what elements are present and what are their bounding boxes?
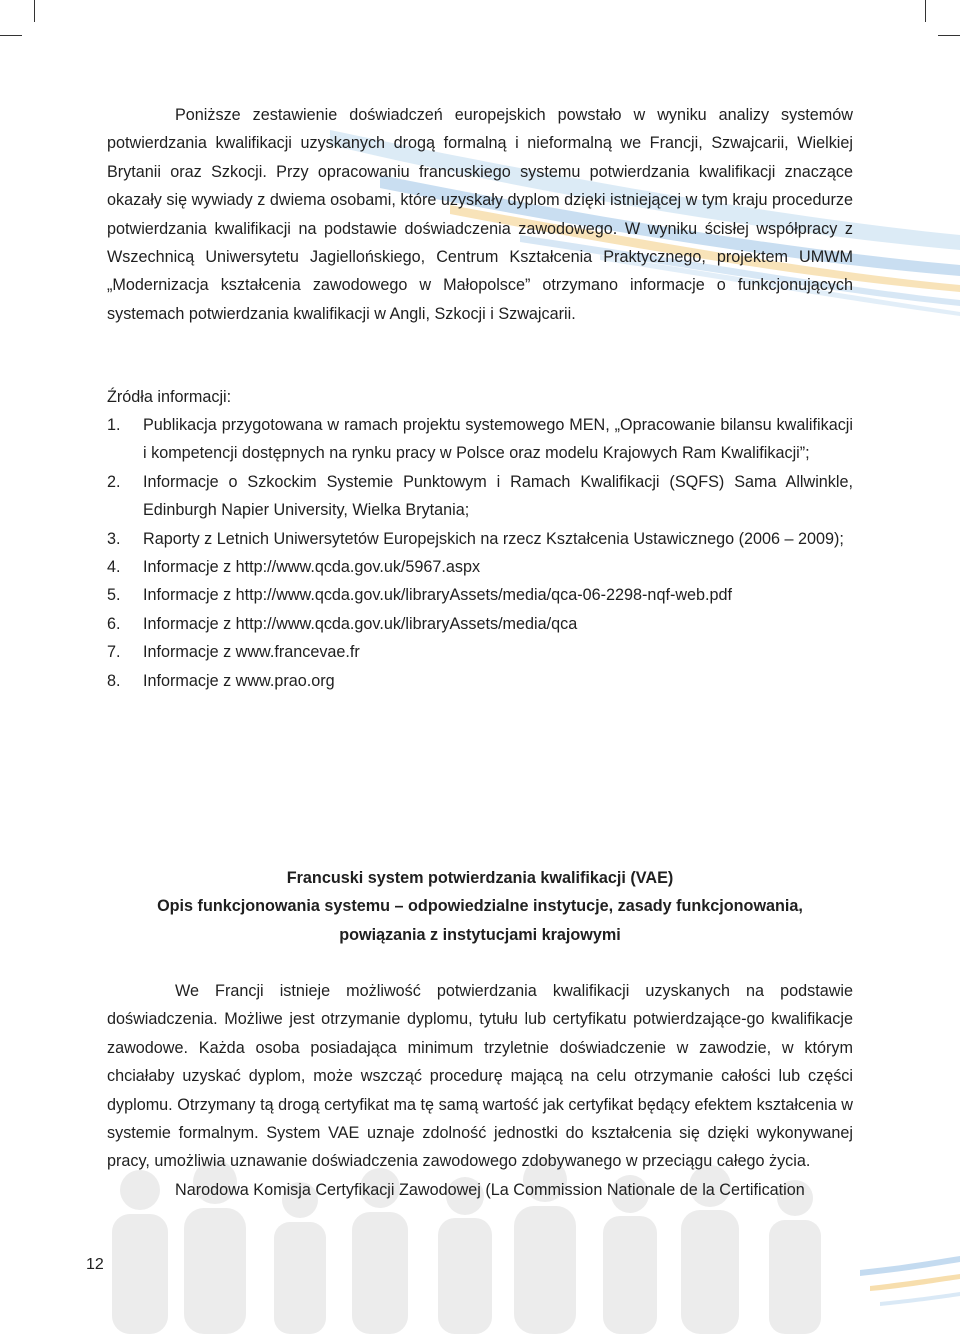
page-number: 12 — [86, 1256, 104, 1273]
sources-list — [107, 411, 853, 695]
list-item — [107, 581, 853, 609]
list-item — [107, 667, 853, 695]
section-title-line-3: powiązania z instytucjami krajowymi — [339, 925, 621, 944]
list-item — [107, 411, 853, 468]
section-paragraph-1: We Francji istnieje możliwość potwierdzania kwalifikacji uzyskanych na podstawie doświadczenia. Możliwe jest otrzymanie dyplomu, tytułu lub certyfikatu potwierdzające-go kwalifikacje zawodowe. Każda osoba posiadająca minimum trzyletnie doświadczenie w zawodzie, w którym chciałaby uzyskać dyplom, może wszcząć procedurę mającą na celu otrzymanie całości lub części dyplomu. Otrzymany tą drogą certyfikat ma tę samą wartość jak certyfikat będący efektem kształcenia w systemie formalnym. System VAE uznaje zdolność jednostki do kształcenia się dzięki wykonywanej pracy, umożliwia uznawanie doświadczenia zawodowego zdobywanego w przeciągu całego życia. — [107, 982, 853, 1171]
list-item-number: 4. — [107, 558, 121, 577]
sources-heading: Źródła informacji: — [107, 388, 232, 406]
list-item-number: 1. — [107, 416, 121, 434]
section-title-line-1: Francuski system potwierdzania kwalifikacji (VAE) — [286, 869, 674, 887]
list-item-number: 5. — [107, 586, 121, 605]
section-paragraph-2: Narodowa Komisja Certyfikacji Zawodowej (La Commission Nationale de la Certification — [175, 1180, 805, 1199]
list-item-text: Informacje z www.prao.org — [143, 671, 335, 690]
list-item-text: Informacje o Szkockim Systemie Punktowym i Ramach Kwalifikacji (SQFS) Sama Allwinkle, Edinburgh Napier University, Wielka Brytania; — [143, 472, 853, 520]
list-item-number: 7. — [107, 643, 121, 662]
list-item-text: Raporty z Letnich Uniwersytetów Europejskich na rzecz Kształcenia Ustawicznego (2006 – 2009); — [143, 529, 844, 548]
list-item-number: 8. — [107, 671, 121, 690]
list-item-text: Publikacja przygotowana w ramach projektu systemowego MEN, „Opracowanie bilansu kwalifikacji i kompetencji dostępnych na rynku pracy w Polsce oraz modelu Krajowych Ram Kwalifikacji”; — [143, 416, 853, 463]
list-item — [107, 525, 853, 553]
list-item-text: Informacje z http://www.qcda.gov.uk/libraryAssets/media/qca-06-2298-nqf-web.pdf — [143, 586, 733, 605]
list-item — [107, 610, 853, 638]
list-item — [107, 638, 853, 666]
list-item-number: 2. — [107, 472, 121, 491]
corner-swoosh — [850, 1230, 960, 1334]
section-body — [107, 977, 853, 1204]
list-item-text: Informacje z http://www.qcda.gov.uk/5967.aspx — [143, 558, 481, 577]
list-item — [107, 553, 853, 581]
list-item — [107, 468, 853, 525]
list-item-text: Informacje z http://www.qcda.gov.uk/libraryAssets/media/qca — [143, 614, 578, 633]
section-heading — [107, 864, 853, 949]
list-item-text: Informacje z www.francevae.fr — [143, 643, 360, 662]
list-item-number: 6. — [107, 614, 121, 633]
list-item-number: 3. — [107, 529, 121, 548]
section-title-line-2: Opis funkcjonowania systemu – odpowiedzialne instytucje, zasady funkcjonowania, — [157, 897, 803, 916]
intro-paragraph: Poniższe zestawienie doświadczeń europejskich powstało w wyniku analizy systemów potwierdzania kwalifikacji uzyskanych drogą formalną i nieformalną we Francji, Szwajcarii, Wielkiej Brytanii oraz Szkocji. Przy opracowaniu francuskiego systemu potwierdzania kwalifikacji znaczące okazały się wywiady z dwiema osobami, które uzyskały dyplom dzięki istniejącej w tym kraju procedurze potwierdzania kwalifikacji na podstawie doświadczenia zawodowego. W wyniku ścisłej współpracy z Wszechnicą Uniwersytetu Jagiellońskiego, Centrum Kształcenia Praktycznego, projektem UMWM „Modernizacja kształcenia zawodowego w Małopolsce” otrzymano informacje o funkcjonujących systemach potwierdzania kwalifikacji w Angli, Szkocji i Szwajcarii. — [107, 106, 853, 323]
